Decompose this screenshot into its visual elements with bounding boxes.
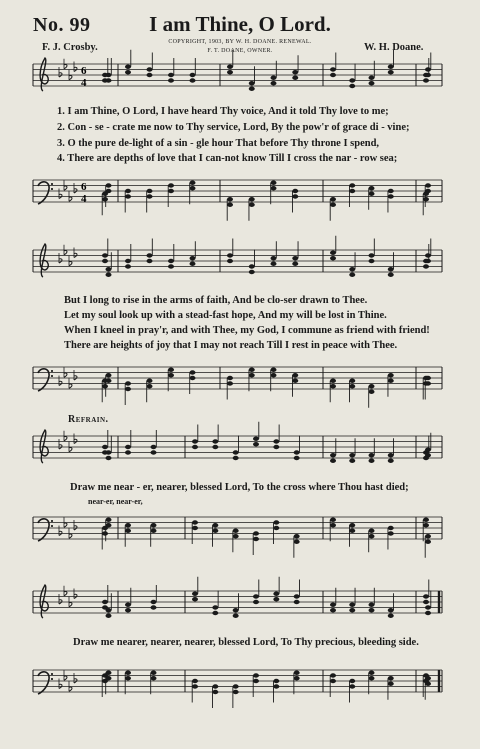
note-head xyxy=(271,373,277,377)
note-head xyxy=(190,262,196,266)
note-head xyxy=(349,384,355,388)
note-head xyxy=(369,671,375,675)
note-head xyxy=(192,679,198,683)
copyright-owner-line: F. T. DOANE, OWNER. xyxy=(207,48,273,54)
hymn-number: No. 99 xyxy=(33,14,91,36)
note-head xyxy=(369,608,375,612)
bass-clef-dot xyxy=(51,188,53,190)
note-head xyxy=(125,189,131,193)
note-head xyxy=(125,387,131,391)
note-head xyxy=(369,253,375,257)
note-head xyxy=(330,203,336,207)
note-head xyxy=(190,370,196,374)
note-head xyxy=(330,67,336,71)
note-head xyxy=(330,523,336,527)
flat-sign-bowl xyxy=(69,76,72,80)
note-head xyxy=(106,73,112,77)
flat-sign-bowl xyxy=(64,676,67,680)
note-head xyxy=(168,189,174,193)
verse-2-line-b: Let my soul look up with a stead-fast hope, And my will be lost in Thine. xyxy=(64,310,387,321)
note-head xyxy=(425,611,431,615)
note-head xyxy=(125,523,131,527)
note-head xyxy=(147,189,153,193)
note-head xyxy=(388,65,394,69)
note-head xyxy=(388,189,394,193)
note-head xyxy=(212,529,218,533)
note-head xyxy=(425,682,431,686)
verse-4-line-a: 4. There are depths of love that I can-not know Till I cross the nar - row sea; xyxy=(57,153,398,164)
note-head xyxy=(190,73,196,77)
note-head xyxy=(349,453,355,457)
bass-clef-dot xyxy=(51,370,53,372)
note-head xyxy=(330,384,336,388)
bass-clef-dot xyxy=(51,678,53,680)
refrain-line-1: Draw me near - er, nearer, blessed Lord, To the cross where Thou hast died; xyxy=(70,482,409,493)
flat-sign-bowl xyxy=(64,523,67,527)
note-head xyxy=(190,181,196,185)
note-head xyxy=(147,194,153,198)
note-head xyxy=(190,256,196,260)
note-head xyxy=(369,603,375,607)
note-head xyxy=(147,67,153,71)
note-head xyxy=(106,450,112,454)
note-head xyxy=(253,600,259,604)
note-head xyxy=(190,376,196,380)
flat-sign-bowl xyxy=(64,592,67,596)
note-head xyxy=(253,673,259,677)
refrain-echo: near-er, near-er, xyxy=(88,497,143,506)
note-head xyxy=(294,594,300,598)
note-head xyxy=(192,526,198,530)
note-head xyxy=(125,445,131,449)
note-head xyxy=(294,676,300,680)
note-head xyxy=(273,679,279,683)
note-head xyxy=(249,203,255,207)
note-head xyxy=(106,456,112,460)
note-head xyxy=(102,600,108,604)
note-head xyxy=(425,540,431,544)
time-signature-bottom: 4 xyxy=(81,193,87,205)
note-head xyxy=(294,534,300,538)
note-head xyxy=(271,186,277,190)
note-head xyxy=(212,445,218,449)
flat-sign-bowl xyxy=(64,251,67,255)
note-head xyxy=(273,684,279,688)
author-credit: F. J. Crosby. xyxy=(42,42,98,53)
note-head xyxy=(330,679,336,683)
note-head xyxy=(425,67,431,71)
note-head xyxy=(388,194,394,198)
note-head xyxy=(292,189,298,193)
time-signature-bottom: 4 xyxy=(81,77,87,89)
note-head xyxy=(330,673,336,677)
note-head xyxy=(233,684,239,688)
hymn-title: I am Thine, O Lord. xyxy=(149,12,331,36)
note-head xyxy=(212,690,218,694)
note-head xyxy=(349,523,355,527)
note-head xyxy=(369,534,375,538)
note-head xyxy=(125,676,131,680)
note-head xyxy=(106,189,112,193)
note-head xyxy=(388,373,394,377)
note-head xyxy=(106,78,112,82)
flat-sign-bowl xyxy=(64,373,67,377)
note-head xyxy=(330,603,336,607)
note-head xyxy=(388,453,394,457)
note-head xyxy=(425,189,431,193)
note-head xyxy=(349,608,355,612)
note-head xyxy=(425,453,431,457)
note-head xyxy=(106,267,112,271)
note-head xyxy=(192,439,198,443)
flat-sign-bowl xyxy=(69,603,72,607)
note-head xyxy=(349,379,355,383)
time-signature-top: 6 xyxy=(81,65,87,77)
note-head xyxy=(249,87,255,91)
note-head xyxy=(233,529,239,533)
note-head xyxy=(425,676,431,680)
note-head xyxy=(168,183,174,187)
note-head xyxy=(369,529,375,533)
note-head xyxy=(106,183,112,187)
verse-2-line-a: 2. Con - se - crate me now to Thy service, Lord, By the pow'r of grace di - vine; xyxy=(57,122,410,133)
flat-sign-bowl xyxy=(69,384,72,388)
refrain-line-2: Draw me nearer, nearer, nearer, blessed Lord, To Thy precious, bleeding side. xyxy=(73,637,419,648)
note-head xyxy=(227,376,233,380)
note-head xyxy=(294,540,300,544)
note-head xyxy=(125,671,131,675)
note-head xyxy=(369,676,375,680)
note-head xyxy=(292,194,298,198)
note-head xyxy=(106,614,112,618)
note-head xyxy=(227,197,233,201)
note-head xyxy=(192,684,198,688)
note-head xyxy=(227,70,233,74)
note-head xyxy=(151,529,157,533)
note-head xyxy=(425,73,431,77)
note-head xyxy=(106,608,112,612)
note-head xyxy=(423,264,429,268)
note-head xyxy=(369,459,375,463)
note-head xyxy=(151,600,157,604)
note-head xyxy=(151,671,157,675)
verse-4-line-b: There are heights of joy that I may not reach Till I rest in peace with Thee. xyxy=(64,340,398,351)
note-head xyxy=(102,197,108,201)
note-head xyxy=(102,445,108,449)
note-head xyxy=(249,264,255,268)
note-head xyxy=(425,534,431,538)
verse-1-line-a: 1. I am Thine, O Lord, I have heard Thy voice, And it told Thy love to me; xyxy=(57,106,389,117)
note-head xyxy=(227,203,233,207)
verse-3-line-b: When I kneel in pray'r, and with Thee, my God, I commune as friend with friend! xyxy=(64,325,430,336)
note-head xyxy=(423,600,429,604)
note-head xyxy=(106,523,112,527)
note-head xyxy=(388,676,394,680)
note-head xyxy=(151,450,157,454)
note-head xyxy=(106,379,112,383)
note-head xyxy=(330,197,336,201)
note-head xyxy=(388,267,394,271)
note-head xyxy=(271,262,277,266)
note-head xyxy=(227,381,233,385)
note-head xyxy=(423,78,429,82)
note-head xyxy=(253,679,259,683)
note-head xyxy=(349,183,355,187)
composer-credit: W. H. Doane. xyxy=(364,42,424,53)
note-head xyxy=(388,459,394,463)
note-head xyxy=(227,65,233,69)
note-head xyxy=(330,459,336,463)
note-head xyxy=(425,253,431,257)
note-head xyxy=(106,676,112,680)
note-head xyxy=(271,181,277,185)
note-head xyxy=(425,259,431,263)
note-head xyxy=(192,592,198,596)
bass-clef-dot xyxy=(51,525,53,527)
note-head xyxy=(212,684,218,688)
note-head xyxy=(388,614,394,618)
note-head xyxy=(423,197,429,201)
note-head xyxy=(388,379,394,383)
note-head xyxy=(168,373,174,377)
note-head xyxy=(212,439,218,443)
note-head xyxy=(253,442,259,446)
note-head xyxy=(330,251,336,255)
note-head xyxy=(349,603,355,607)
bass-clef-dot xyxy=(51,375,53,377)
flat-sign-bowl xyxy=(64,65,67,69)
note-head xyxy=(253,594,259,598)
note-head xyxy=(423,594,429,598)
note-head xyxy=(168,264,174,268)
note-head xyxy=(125,608,131,612)
note-head xyxy=(330,453,336,457)
note-head xyxy=(102,259,108,263)
note-head xyxy=(349,459,355,463)
note-head xyxy=(147,379,153,383)
note-head xyxy=(151,676,157,680)
note-head xyxy=(212,611,218,615)
note-head xyxy=(233,614,239,618)
note-head xyxy=(349,267,355,271)
note-head xyxy=(106,671,112,675)
note-head xyxy=(125,70,131,74)
note-head xyxy=(151,445,157,449)
note-head xyxy=(273,597,279,601)
note-head xyxy=(388,531,394,535)
note-head xyxy=(273,445,279,449)
note-head xyxy=(147,73,153,77)
flat-sign-bowl xyxy=(69,687,72,691)
refrain-label: Refrain. xyxy=(68,414,109,425)
note-head xyxy=(125,381,131,385)
note-head xyxy=(330,608,336,612)
note-head xyxy=(147,384,153,388)
note-head xyxy=(125,450,131,454)
note-head xyxy=(125,529,131,533)
note-head xyxy=(425,183,431,187)
note-head xyxy=(271,76,277,80)
verse-1-line-b: But I long to rise in the arms of faith, And be clo-ser drawn to Thee. xyxy=(64,295,368,306)
note-head xyxy=(233,534,239,538)
note-head xyxy=(168,259,174,263)
note-head xyxy=(273,526,279,530)
note-head xyxy=(294,450,300,454)
note-head xyxy=(423,518,429,522)
note-head xyxy=(388,608,394,612)
note-head xyxy=(190,78,196,82)
note-head xyxy=(253,437,259,441)
note-head xyxy=(369,192,375,196)
note-head xyxy=(106,273,112,277)
note-head xyxy=(192,597,198,601)
note-head xyxy=(349,679,355,683)
flat-sign-bowl xyxy=(64,437,67,441)
note-head xyxy=(168,368,174,372)
note-head xyxy=(151,523,157,527)
note-head xyxy=(292,379,298,383)
note-head xyxy=(233,608,239,612)
note-head xyxy=(425,605,431,609)
note-head xyxy=(273,592,279,596)
note-head xyxy=(292,262,298,266)
note-head xyxy=(292,70,298,74)
note-head xyxy=(425,448,431,452)
note-head xyxy=(349,84,355,88)
note-head xyxy=(249,373,255,377)
note-head xyxy=(425,381,431,385)
note-head xyxy=(330,518,336,522)
bass-clef-dot xyxy=(51,673,53,675)
note-head xyxy=(388,70,394,74)
note-head xyxy=(125,65,131,69)
note-head xyxy=(253,531,259,535)
note-head xyxy=(369,259,375,263)
note-head xyxy=(292,76,298,80)
note-head xyxy=(349,189,355,193)
note-head xyxy=(125,264,131,268)
time-signature-top: 6 xyxy=(81,181,87,193)
note-head xyxy=(227,253,233,257)
note-head xyxy=(294,671,300,675)
note-head xyxy=(233,690,239,694)
note-head xyxy=(102,384,108,388)
note-head xyxy=(233,456,239,460)
note-head xyxy=(271,368,277,372)
flat-sign-bowl xyxy=(69,197,72,201)
note-head xyxy=(147,259,153,263)
note-head xyxy=(253,537,259,541)
copyright-line: COPYRIGHT, 1903, BY W. H. DOANE. RENEWAL. xyxy=(168,39,312,45)
bass-clef-dot xyxy=(51,183,53,185)
note-head xyxy=(349,78,355,82)
note-head xyxy=(102,531,108,535)
note-head xyxy=(190,186,196,190)
note-head xyxy=(294,600,300,604)
note-head xyxy=(369,186,375,190)
note-head xyxy=(425,376,431,380)
note-head xyxy=(369,81,375,85)
note-head xyxy=(125,603,131,607)
note-head xyxy=(330,256,336,260)
note-head xyxy=(249,81,255,85)
verse-3-line-a: 3. O the pure de-light of a sin - gle hour That before Thy throne I spend, xyxy=(57,138,380,149)
note-head xyxy=(125,259,131,263)
flat-sign-bowl xyxy=(64,186,67,190)
note-head xyxy=(212,605,218,609)
note-head xyxy=(330,379,336,383)
bass-clef-dot xyxy=(51,520,53,522)
note-head xyxy=(212,523,218,527)
note-head xyxy=(330,73,336,77)
note-head xyxy=(369,76,375,80)
note-head xyxy=(369,453,375,457)
note-head xyxy=(273,439,279,443)
note-head xyxy=(369,384,375,388)
note-head xyxy=(168,78,174,82)
note-head xyxy=(423,523,429,527)
flat-sign-bowl xyxy=(69,448,72,452)
note-head xyxy=(294,456,300,460)
note-head xyxy=(271,81,277,85)
note-head xyxy=(102,253,108,257)
note-head xyxy=(273,520,279,524)
note-head xyxy=(227,259,233,263)
note-head xyxy=(249,197,255,201)
note-head xyxy=(349,529,355,533)
note-head xyxy=(106,518,112,522)
note-head xyxy=(106,373,112,377)
note-head xyxy=(292,373,298,377)
note-head xyxy=(349,273,355,277)
note-head xyxy=(292,256,298,260)
note-head xyxy=(249,368,255,372)
note-head xyxy=(168,73,174,77)
flat-sign-bowl xyxy=(69,262,72,266)
flat-sign-bowl xyxy=(69,534,72,538)
note-head xyxy=(249,270,255,274)
note-head xyxy=(388,526,394,530)
note-head xyxy=(349,684,355,688)
note-head xyxy=(388,273,394,277)
note-head xyxy=(125,194,131,198)
note-head xyxy=(271,256,277,260)
note-head xyxy=(192,445,198,449)
note-head xyxy=(192,520,198,524)
note-head xyxy=(369,390,375,394)
note-head xyxy=(147,253,153,257)
note-head xyxy=(151,605,157,609)
note-head xyxy=(233,450,239,454)
note-head xyxy=(388,682,394,686)
